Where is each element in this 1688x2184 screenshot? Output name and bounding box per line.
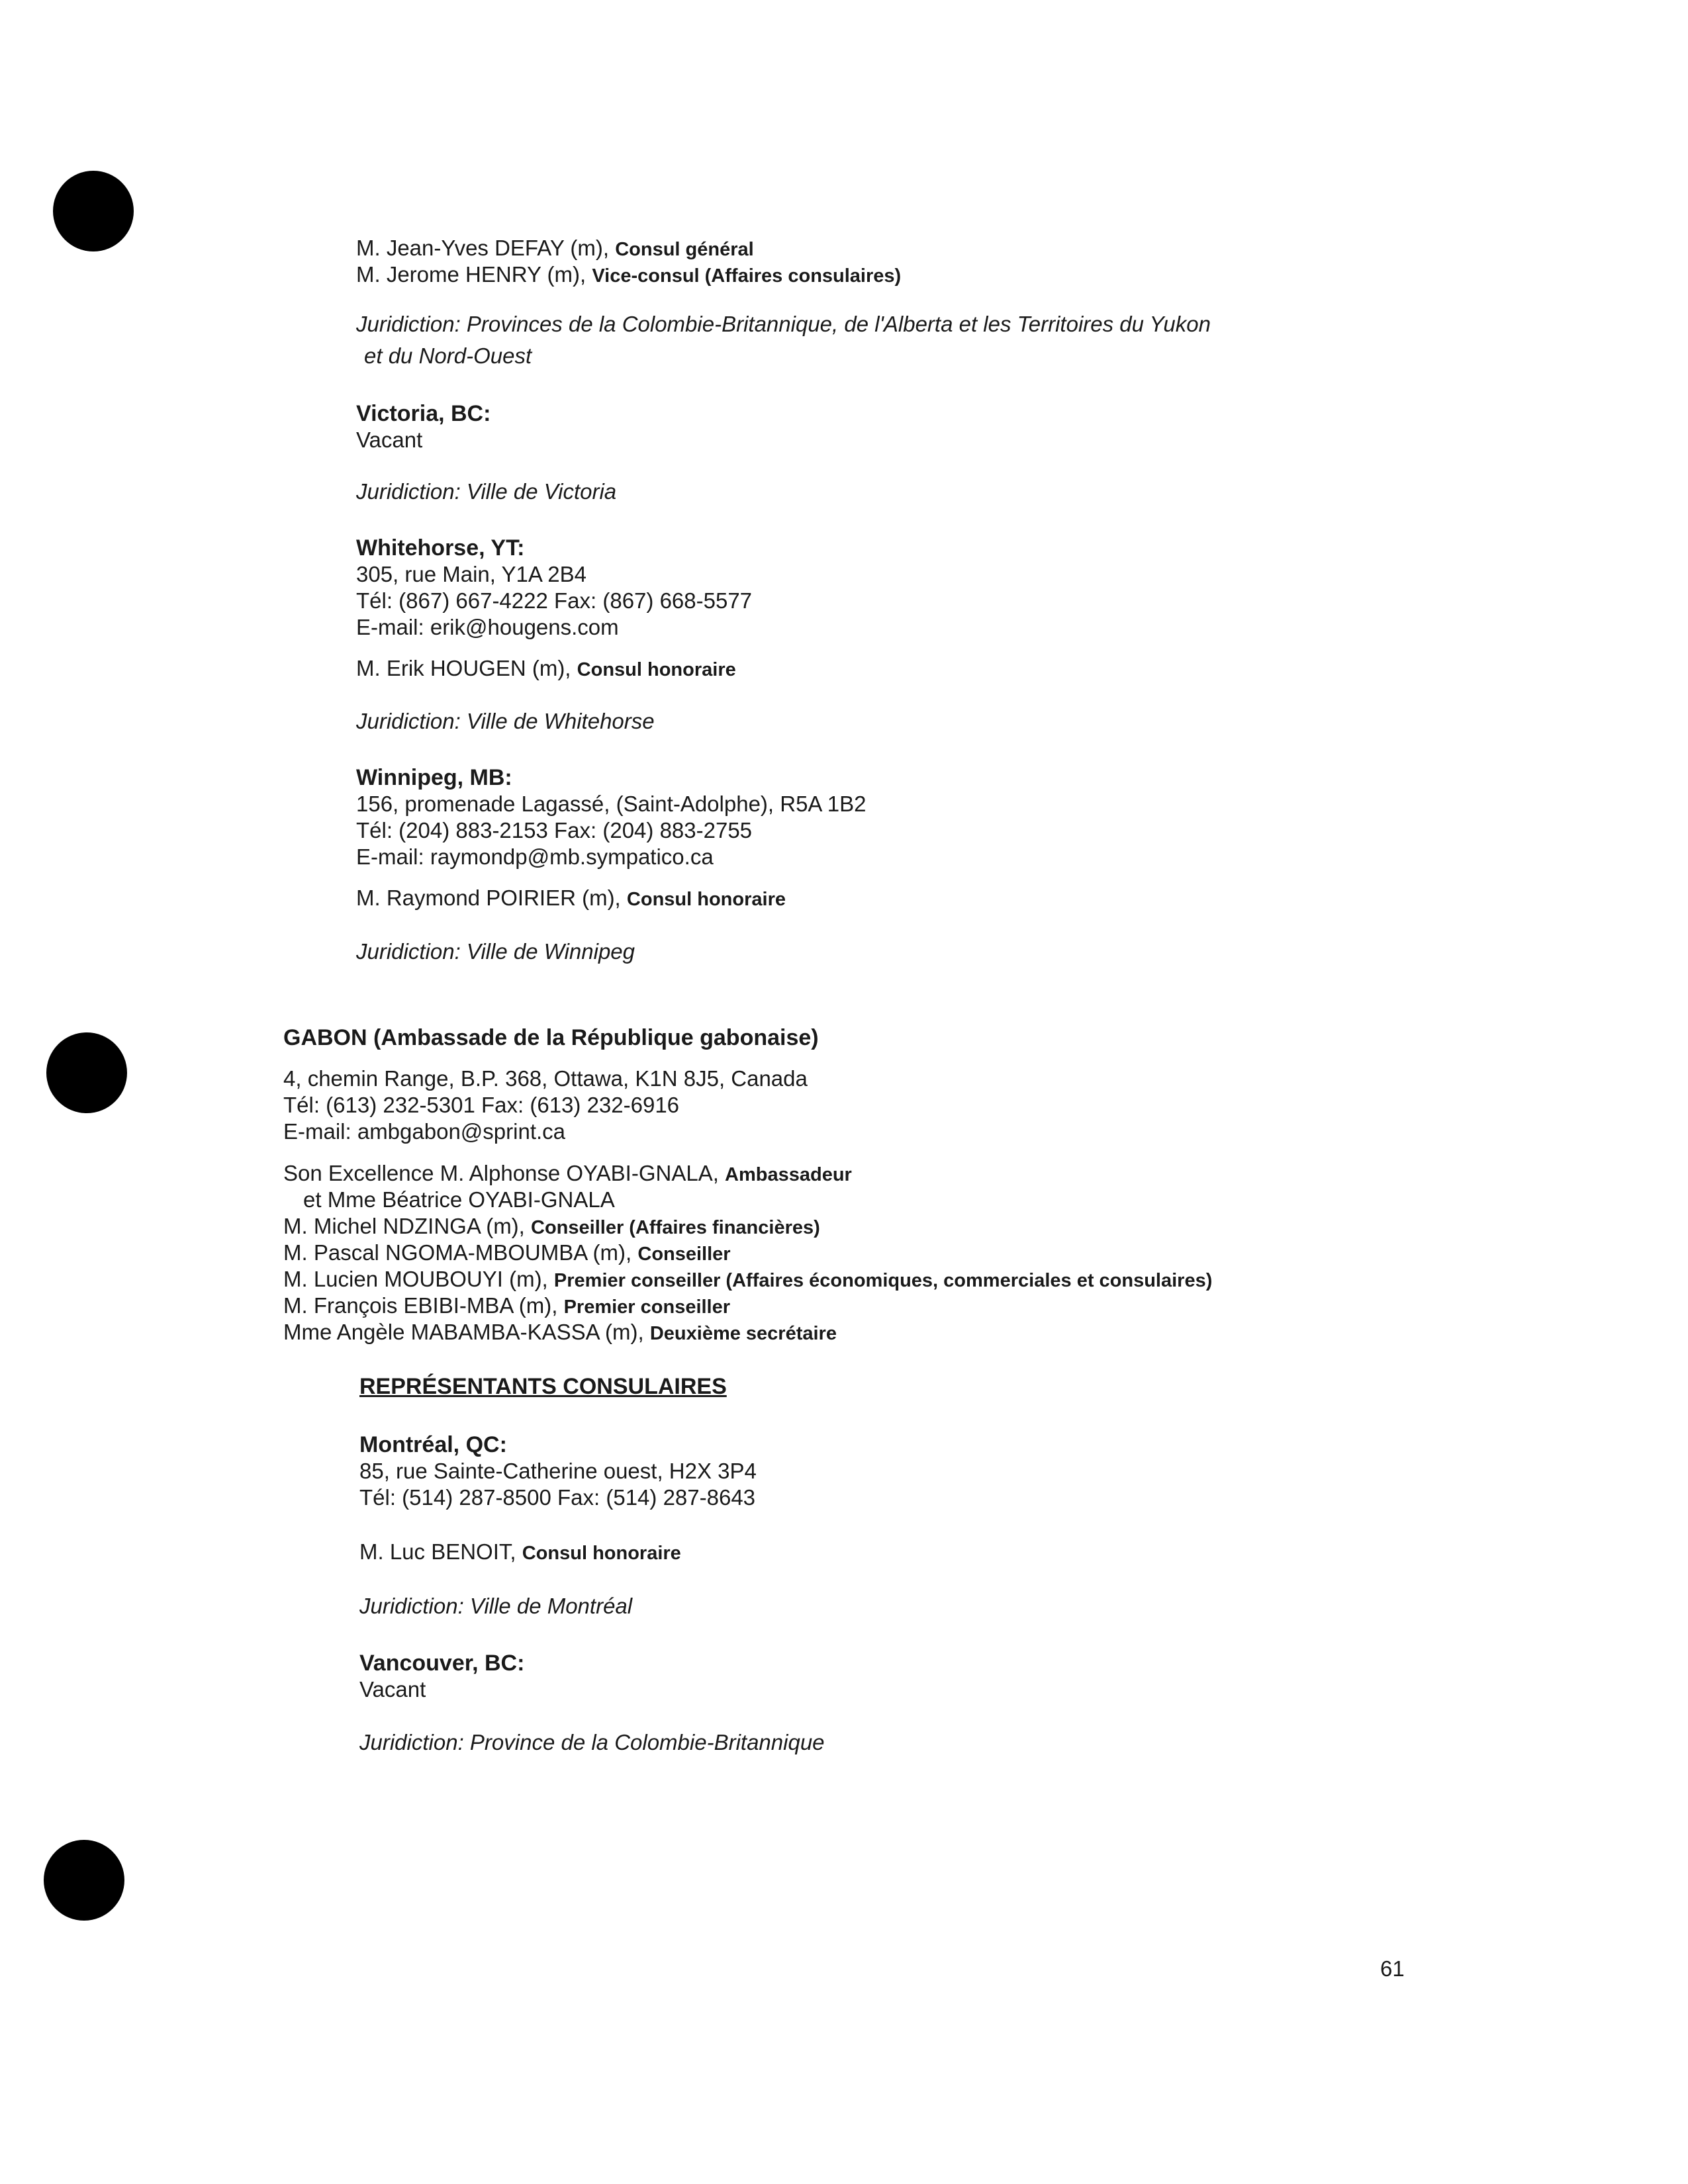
address-text: 305, rue Main, Y1A 2B4 — [356, 562, 586, 586]
page-number: 61 — [1380, 1956, 1405, 1981]
status-text: Vacant — [359, 1677, 426, 1702]
staff-line: M. Jerome HENRY (m), Vice-consul (Affaires consulaires) — [356, 262, 902, 287]
city-heading: Victoria, BC: — [356, 401, 491, 426]
jurisdiction-text: et du Nord-Ouest — [364, 343, 532, 368]
email-text: E-mail: erik@hougens.com — [356, 615, 619, 639]
binder-hole — [44, 1840, 124, 1921]
phone-text: Tél: (514) 287-8500 Fax: (514) 287-8643 — [359, 1485, 756, 1510]
jurisdiction-text: Juridiction: Province de la Colombie-Britannique — [359, 1730, 825, 1754]
email-text: E-mail: raymondp@mb.sympatico.ca — [356, 844, 714, 869]
address-text: 85, rue Sainte-Catherine ouest, H2X 3P4 — [359, 1459, 757, 1483]
jurisdiction-text: Juridiction: Ville de Victoria — [356, 479, 617, 504]
city-heading: Winnipeg, MB: — [356, 765, 512, 790]
phone-text: Tél: (867) 667-4222 Fax: (867) 668-5577 — [356, 588, 753, 613]
staff-line: M. Lucien MOUBOUYI (m), Premier conseiller (Affaires économiques, commerciales et consulaires) — [283, 1267, 1213, 1291]
jurisdiction-text: Juridiction: Provinces de la Colombie-Britannique, de l'Alberta et les Territoires du Yukon — [356, 312, 1211, 336]
binder-hole — [53, 171, 134, 251]
jurisdiction-text: Juridiction: Ville de Whitehorse — [356, 709, 655, 733]
email-text: E-mail: ambgabon@sprint.ca — [283, 1119, 566, 1144]
city-heading: Montréal, QC: — [359, 1432, 507, 1457]
staff-line: M. Erik HOUGEN (m), Consul honoraire — [356, 656, 736, 680]
phone-text: Tél: (204) 883-2153 Fax: (204) 883-2755 — [356, 818, 753, 842]
staff-line: M. Pascal NGOMA-MBOUMBA (m), Conseiller — [283, 1240, 731, 1265]
jurisdiction-text: Juridiction: Ville de Winnipeg — [356, 939, 635, 964]
section-title: REPRÉSENTANTS CONSULAIRES — [359, 1374, 727, 1399]
city-heading: Whitehorse, YT: — [356, 535, 525, 561]
staff-line: et Mme Béatrice OYABI-GNALA — [303, 1187, 615, 1212]
staff-line: M. François EBIBI-MBA (m), Premier conseiller — [283, 1293, 731, 1318]
staff-line: Mme Angèle MABAMBA-KASSA (m), Deuxième secrétaire — [283, 1320, 837, 1344]
phone-text: Tél: (613) 232-5301 Fax: (613) 232-6916 — [283, 1093, 680, 1117]
status-text: Vacant — [356, 428, 423, 452]
staff-line: M. Jean-Yves DEFAY (m), Consul général — [356, 236, 754, 260]
staff-line: M. Raymond POIRIER (m), Consul honoraire — [356, 886, 786, 910]
address-text: 4, chemin Range, B.P. 368, Ottawa, K1N 8J5, Canada — [283, 1066, 808, 1091]
address-text: 156, promenade Lagassé, (Saint-Adolphe), R5A 1B2 — [356, 792, 867, 816]
binder-hole — [46, 1032, 127, 1113]
staff-line: M. Michel NDZINGA (m), Conseiller (Affaires financières) — [283, 1214, 820, 1238]
jurisdiction-text: Juridiction: Ville de Montréal — [359, 1594, 633, 1618]
staff-line: M. Luc BENOIT, Consul honoraire — [359, 1539, 681, 1564]
country-heading: GABON (Ambassade de la République gabonaise) — [283, 1025, 819, 1050]
staff-line: Son Excellence M. Alphonse OYABI-GNALA, Ambassadeur — [283, 1161, 852, 1185]
city-heading: Vancouver, BC: — [359, 1651, 525, 1676]
